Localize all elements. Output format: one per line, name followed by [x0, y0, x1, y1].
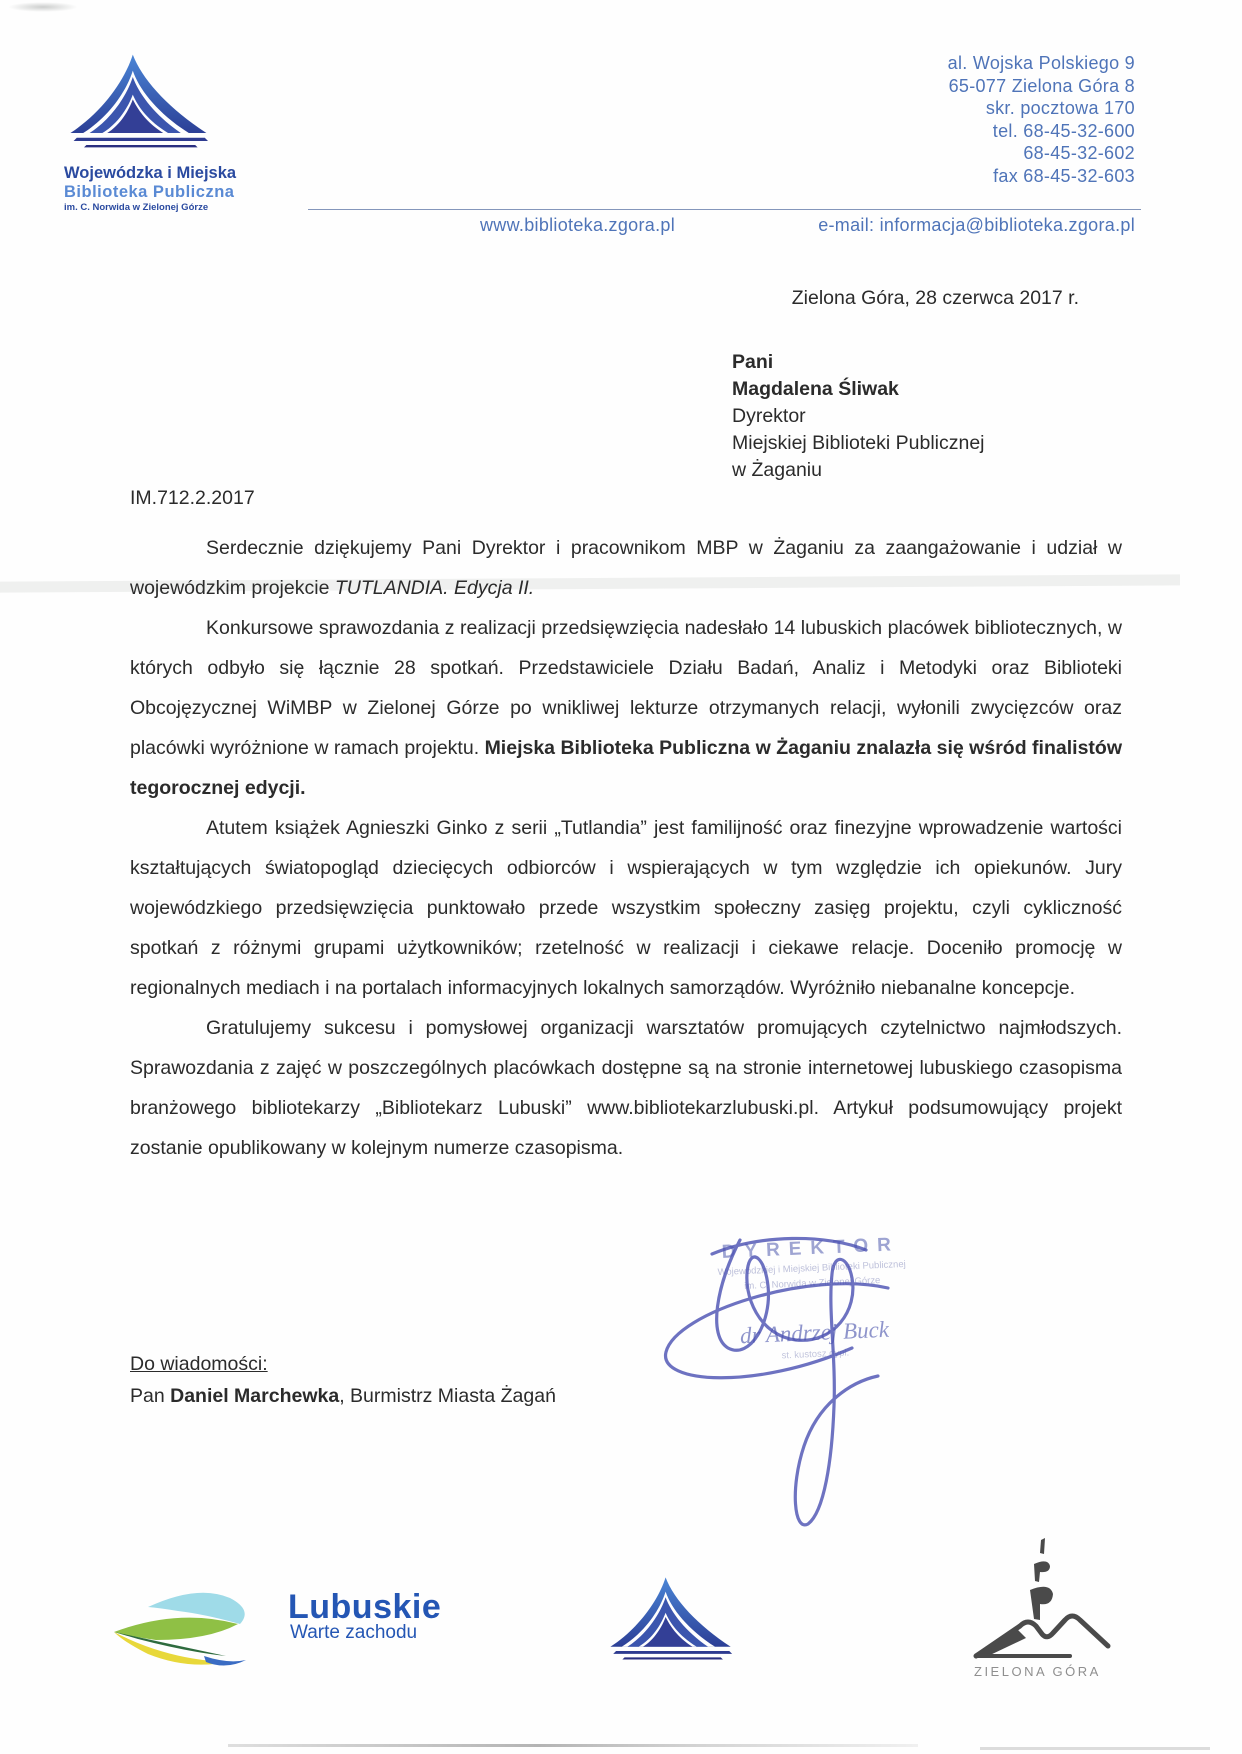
stamp-org-line2: im. C. Norwida w Zielonej Górze — [744, 1275, 881, 1292]
address-street: al. Wojska Polskiego 9 — [947, 53, 1135, 73]
body-paragraph-3: Atutem książek Agnieszki Ginko z serii „Tutlandia” jest familijność oraz finezyjne wprowadzenie wartości kształtujących światopogląd dziecięcych odbiorców i wspierających w tym względzie ich opiekunów. Jury wojewódzkiego przedsięwzięcia punktowało przede wszystkim społeczny zasięg projektu, czyli cykliczność spotkań z różnymi grupami użytkowników; rzetelność w realizacji i ciekawe relacje. Doceniło promocję w regionalnych mediach i na portalach informacyjnych lokalnych samorządów. Wyróżniło niebanalne koncepcje. — [130, 817, 1122, 999]
letterhead-address — [948, 52, 1135, 187]
recipient-city: w Żaganiu — [732, 459, 822, 481]
handwritten-signature — [620, 1226, 960, 1546]
recipient-name: Magdalena Śliwak — [732, 378, 899, 400]
lubuskie-logo-tagline: Warte zachodu — [290, 1622, 418, 1643]
cc-prefix: Pan — [130, 1385, 171, 1407]
logo-text-line3: im. C. Norwida w Zielonej Górze — [64, 201, 209, 213]
lubuskie-logo — [108, 1578, 448, 1673]
address-city: 65-077 Zielona Góra 8 — [948, 75, 1135, 96]
dateline: Zielona Góra, 28 czerwca 2017 r. — [791, 287, 1079, 309]
zielona-gora-logo — [968, 1538, 1128, 1679]
p1-italic-text: TUTLANDIA. Edycja II. — [334, 577, 535, 599]
cc-name: Daniel Marchewka — [170, 1385, 340, 1407]
letterhead-divider — [308, 209, 1141, 210]
library-logo — [64, 50, 314, 214]
p2-bold-text: Miejska Biblioteka Publiczna w Żaganiu znalazła się wśród finalistów tegorocznej edycji. — [130, 737, 1122, 799]
recipient-block — [732, 349, 985, 484]
stamp-signer-name: dr Andrzej Buck — [739, 1316, 890, 1349]
address-fax: fax 68-45-32-603 — [993, 165, 1135, 186]
p2-text: Konkursowe sprawozdania z realizacji przedsięwzięcia nadesłało 14 lubuskich placówek bibliotecznych, w których odbyło się łącznie 28 spotkań. Przedstawiciele Działu Badań, Analiz i Metodyki oraz Biblioteki Obcojęzycznej WiMBP w Zielonej Górze po wnikliwej lekturze otrzymanych relacji, wyłonili zwycięzców oraz placówki wyróżnione w ramach projektu. — [130, 617, 1122, 759]
zielona-gora-logo-label: ZIELONA GÓRA — [974, 1664, 1101, 1679]
body-paragraph-2 — [130, 608, 1122, 808]
cc-line — [130, 1380, 556, 1412]
lubuskie-logo-icon — [108, 1582, 268, 1672]
stamp-signer-role: st. kustosz dypl. — [781, 1347, 850, 1362]
body-paragraph-1 — [130, 528, 1122, 608]
address-phone2: 68-45-32-602 — [1023, 143, 1135, 163]
reference-number: IM.712.2.2017 — [130, 487, 255, 509]
address-phone1: tel. 68-45-32-600 — [992, 120, 1135, 141]
cc-suffix: , Burmistrz Miasta Żagań — [339, 1385, 556, 1407]
p1-text: Serdecznie dziękujemy Pani Dyrektor i pracownikom MBP w Żaganiu za zaangażowanie i udział w wojewódzkim projekcie — [130, 537, 1122, 599]
address-pobox: skr. pocztowa 170 — [985, 98, 1135, 118]
letter-body — [130, 528, 1122, 1168]
body-paragraph-4: Gratulujemy sukcesu i pomysłowej organizacji warsztatów promujących czytelnictwo najmłodszych. Sprawozdania z zajęć w poszczególnych placówkach dostępne są na stronie internetowej lubuskiego czasopisma branżowego bibliotekarzy „Bibliotekarz Lubuski” www.bibliotekarzlubuski.pl. Artykuł podsumowujący projekt zostanie opublikowany w kolejnym numerze czasopisma. — [130, 1017, 1122, 1159]
library-peak-icon — [64, 50, 224, 160]
stamp-org-line1: Wojewódzkiej i Miejskiej Biblioteki Publicznej — [717, 1258, 906, 1279]
letterhead-email: e-mail: informacja@biblioteka.zgora.pl — [818, 215, 1135, 235]
letterhead-website: www.biblioteka.zgora.pl — [480, 215, 675, 235]
zielona-gora-logo-icon — [968, 1538, 1118, 1663]
recipient-org: Miejskiej Biblioteki Publicznej — [732, 432, 985, 454]
library-peak-footer-icon — [598, 1576, 753, 1668]
logo-text-line1: Wojewódzka i Miejska — [64, 164, 237, 182]
logo-text-line2: Biblioteka Publiczna — [64, 182, 235, 201]
recipient-title: Dyrektor — [732, 405, 806, 427]
recipient-salutation: Pani — [732, 351, 774, 373]
cc-block — [130, 1348, 556, 1412]
scan-bottom-edge-artifact — [228, 1744, 918, 1747]
lubuskie-logo-name: Lubuskie — [288, 1588, 442, 1626]
cc-label: Do wiadomości: — [130, 1353, 268, 1375]
scan-bottom-edge-artifact-2 — [980, 1747, 1210, 1750]
scan-smudge-artifact — [8, 2, 78, 12]
stamp-title: DYREKTOR — [721, 1234, 901, 1263]
